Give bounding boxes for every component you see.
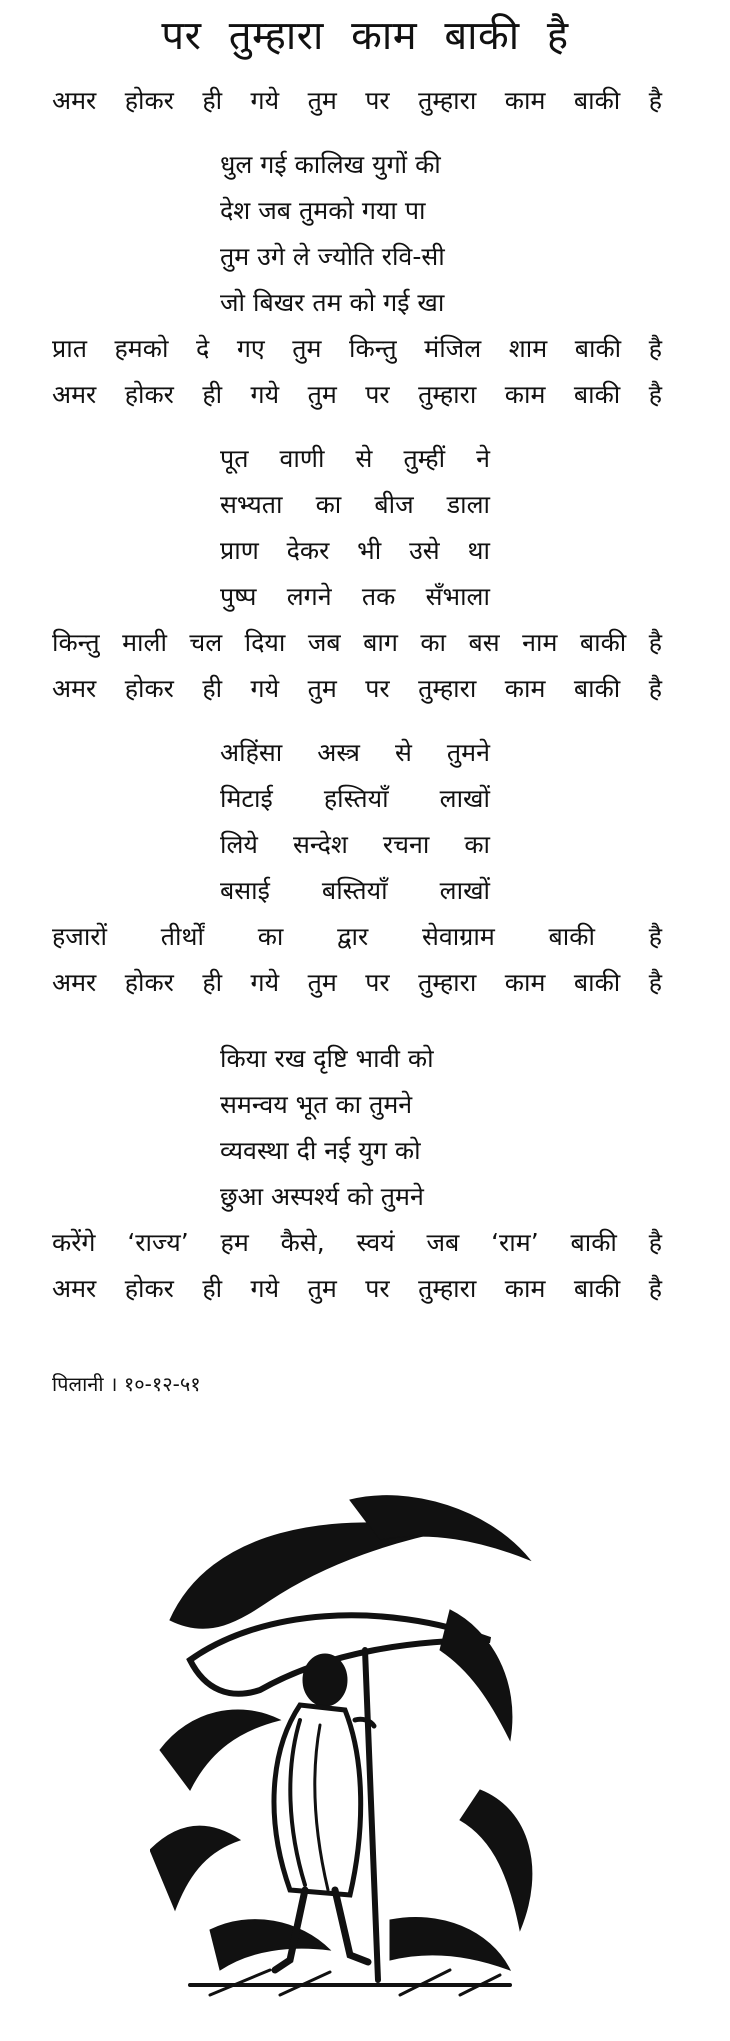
stanza4-line1: किया रख दृष्टि भावी को: [220, 1044, 434, 1073]
stanza1-line5: प्रात हमको दे गए तुम किन्तु मंजिल शाम बाकी है: [52, 334, 662, 363]
stanza2-line3: प्राण देकर भी उसे था: [220, 536, 490, 565]
stanza3-line4: बसाई बस्तियाँ लाखों: [220, 876, 490, 905]
stanza4-line3: व्यवस्था दी नई युग को: [220, 1136, 421, 1165]
stanza3-line3: लिये सन्देश रचना का: [220, 830, 490, 859]
stanza2-line4: पुष्प लगने तक सँभाला: [220, 582, 490, 611]
stanza1-line4: जो बिखर तम को गई खा: [220, 288, 445, 317]
stanza3-line1: अहिंसा अस्त्र से तुमने: [220, 738, 490, 767]
stanza3-line5: हजारों तीर्थों का द्वार सेवाग्राम बाकी है: [52, 922, 662, 951]
gandhi-walking-illustration: [150, 1490, 550, 2000]
stanza1-line2: देश जब तुमको गया पा: [220, 196, 426, 225]
stanza4-line4: छुआ अस्पर्श्य को तुमने: [220, 1182, 424, 1211]
refrain-line: अमर होकर ही गये तुम पर तुम्हारा काम बाकी है: [52, 674, 662, 703]
refrain-line: अमर होकर ही गये तुम पर तुम्हारा काम बाकी है: [52, 86, 662, 115]
refrain-line: अमर होकर ही गये तुम पर तुम्हारा काम बाकी है: [52, 1274, 662, 1303]
stanza4-line5: करेंगे ‘राज्य’ हम कैसे, स्वयं जब ‘राम’ बाकी है: [52, 1228, 662, 1257]
stanza4-line2: समन्वय भूत का तुमने: [220, 1090, 413, 1119]
stanza1-line1: धुल गई कालिख युगों की: [220, 150, 441, 179]
poem-title: पर तुम्हारा काम बाकी है: [161, 13, 569, 59]
refrain-line: अमर होकर ही गये तुम पर तुम्हारा काम बाकी है: [52, 380, 662, 409]
refrain-line: अमर होकर ही गये तुम पर तुम्हारा काम बाकी है: [52, 968, 662, 997]
stanza2-line2: सभ्यता का बीज डाला: [220, 490, 490, 519]
stanza1-line3: तुम उगे ले ज्योति रवि-सी: [220, 242, 445, 271]
stanza2-line5: किन्तु माली चल दिया जब बाग का बस नाम बाकी है: [52, 628, 662, 657]
stanza3-line2: मिटाई हस्तियाँ लाखों: [220, 784, 490, 813]
dateline: पिलानी । १०-१२-५१: [52, 1372, 201, 1396]
stanza2-line1: पूत वाणी से तुम्हीं ने: [220, 444, 490, 473]
